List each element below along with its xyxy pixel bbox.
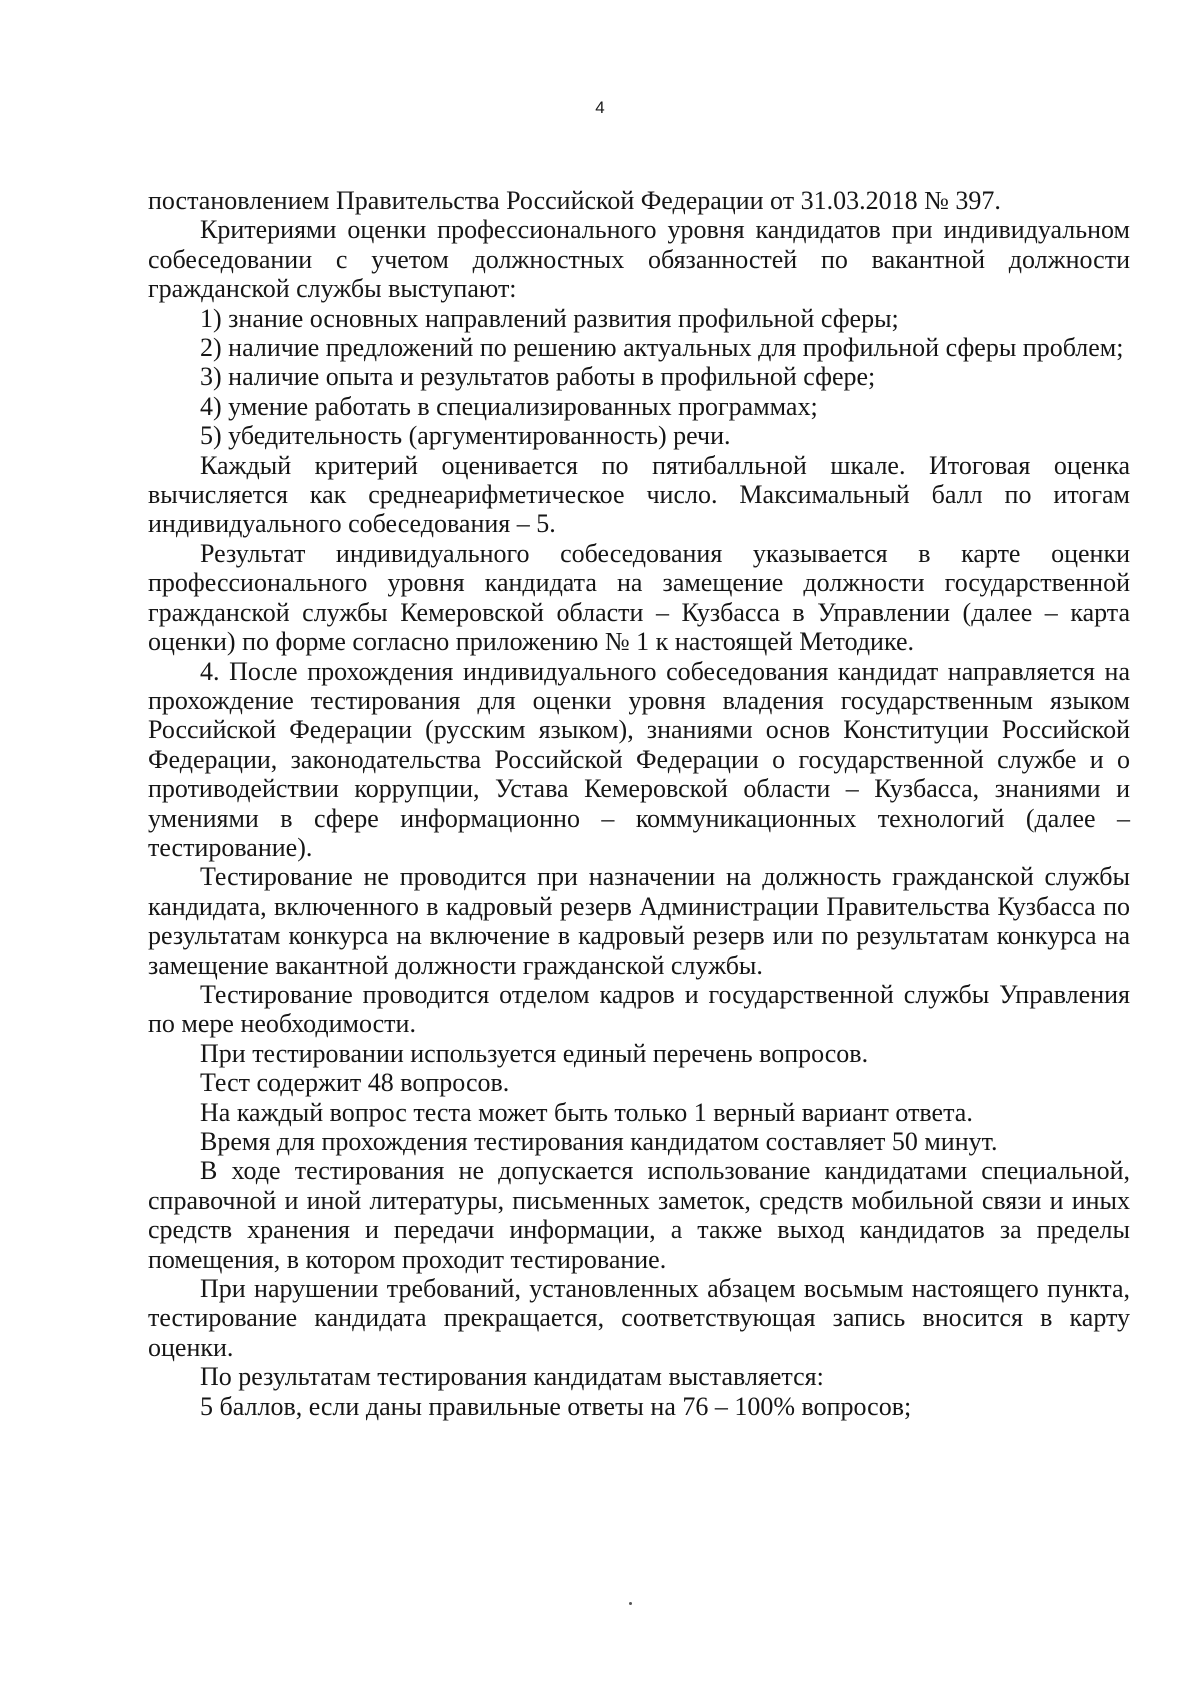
paragraph-testing-time: Время для прохождения тестирования кандидатом составляет 50 минут.: [200, 1127, 998, 1156]
paragraph-scoring-scale: Каждый критерий оценивается по пятибалльной шкале. Итоговая оценка вычисляется как среднеарифметическое число. Максимальный балл по итогам индивидуального собеседования – 5.: [148, 450, 1130, 539]
paragraph-answer-variant: На каждый вопрос теста может быть только 1 верный вариант ответа.: [200, 1097, 973, 1127]
list-item-criterion-3: 3) наличие опыта и результатов работы в профильной сфере;: [200, 362, 876, 392]
page-number: 4: [595, 98, 605, 117]
paragraph-testing-exemption: Тестирование не проводится при назначении на должность гражданской службы кандидата, включенного в кадровый резерв Администрации Правительства Кузбасса по результатам конкурса на включение в кадровый резерв или по результатам конкурса на замещение вакантной должности гражданской службы.: [148, 862, 1130, 980]
paragraph-interview-result: Результат индивидуального собеседования указывается в карте оценки профессионального уровня кандидата на замещение должности государственной гражданской службы Кемеровской области – Кузбасса в Управлении (далее – карта оценки) по форме согласно приложению № 1 к настоящей Методике.: [148, 538, 1130, 657]
paragraph-violation: При нарушении требований, установленных абзацем восьмым настоящего пункта, тестирование кандидата прекращается, соответствующая запись вносится в карту оценки.: [148, 1274, 1130, 1362]
paragraph-five-points: 5 баллов, если даны правильные ответы на 76 – 100% вопросов;: [200, 1391, 912, 1421]
list-item-criterion-2: 2) наличие предложений по решению актуальных для профильной сферы проблем;: [200, 333, 1124, 363]
paragraph-testing-restrictions: В ходе тестирования не допускается использование кандидатами специальной, справочной и иной литературы, письменных заметок, средств мобильной связи и иных средств хранения и передачи информации, а также выход кандидатов за пределы помещения, в котором проходит тестирование.: [148, 1156, 1130, 1274]
list-item-criterion-5: 5) убедительность (аргументированность) речи.: [200, 421, 731, 451]
paragraph-continuation: постановлением Правительства Российской Федерации от 31.03.2018 № 397.: [148, 186, 1001, 215]
paragraph-question-count: Тест содержит 48 вопросов.: [200, 1068, 510, 1098]
paragraph-testing-conducted: Тестирование проводится отделом кадров и государственной службы Управления по мере необходимости.: [148, 979, 1130, 1039]
scan-speck: [629, 1602, 632, 1605]
list-item-criterion-1: 1) знание основных направлений развития профильной сферы;: [200, 303, 899, 333]
paragraph-section-4: 4. После прохождения индивидуального собеседования кандидат направляется на прохождение тестирования для оценки уровня владения государственным языком Российской Федерации (русским языком), знаниями основ Конституции Российской Федерации, законодательства Российской Федерации о государственной службе и о противодействии коррупции, Устава Кемеровской области – Кузбасса, знаниями и умениями в сфере информационно – коммуникационных технологий (далее – тестирование).: [148, 656, 1130, 862]
paragraph-question-list: При тестировании используется единый перечень вопросов.: [200, 1038, 869, 1068]
list-item-criterion-4: 4) умение работать в специализированных программах;: [200, 391, 818, 421]
paragraph-results-intro: По результатам тестирования кандидатам выставляется:: [200, 1362, 824, 1392]
document-body: [148, 186, 1130, 1421]
paragraph-criteria-intro: Критериями оценки профессионального уровня кандидатов при индивидуальном собеседовании с учетом должностных обязанностей по вакантной должности гражданской службы выступают:: [148, 215, 1130, 304]
